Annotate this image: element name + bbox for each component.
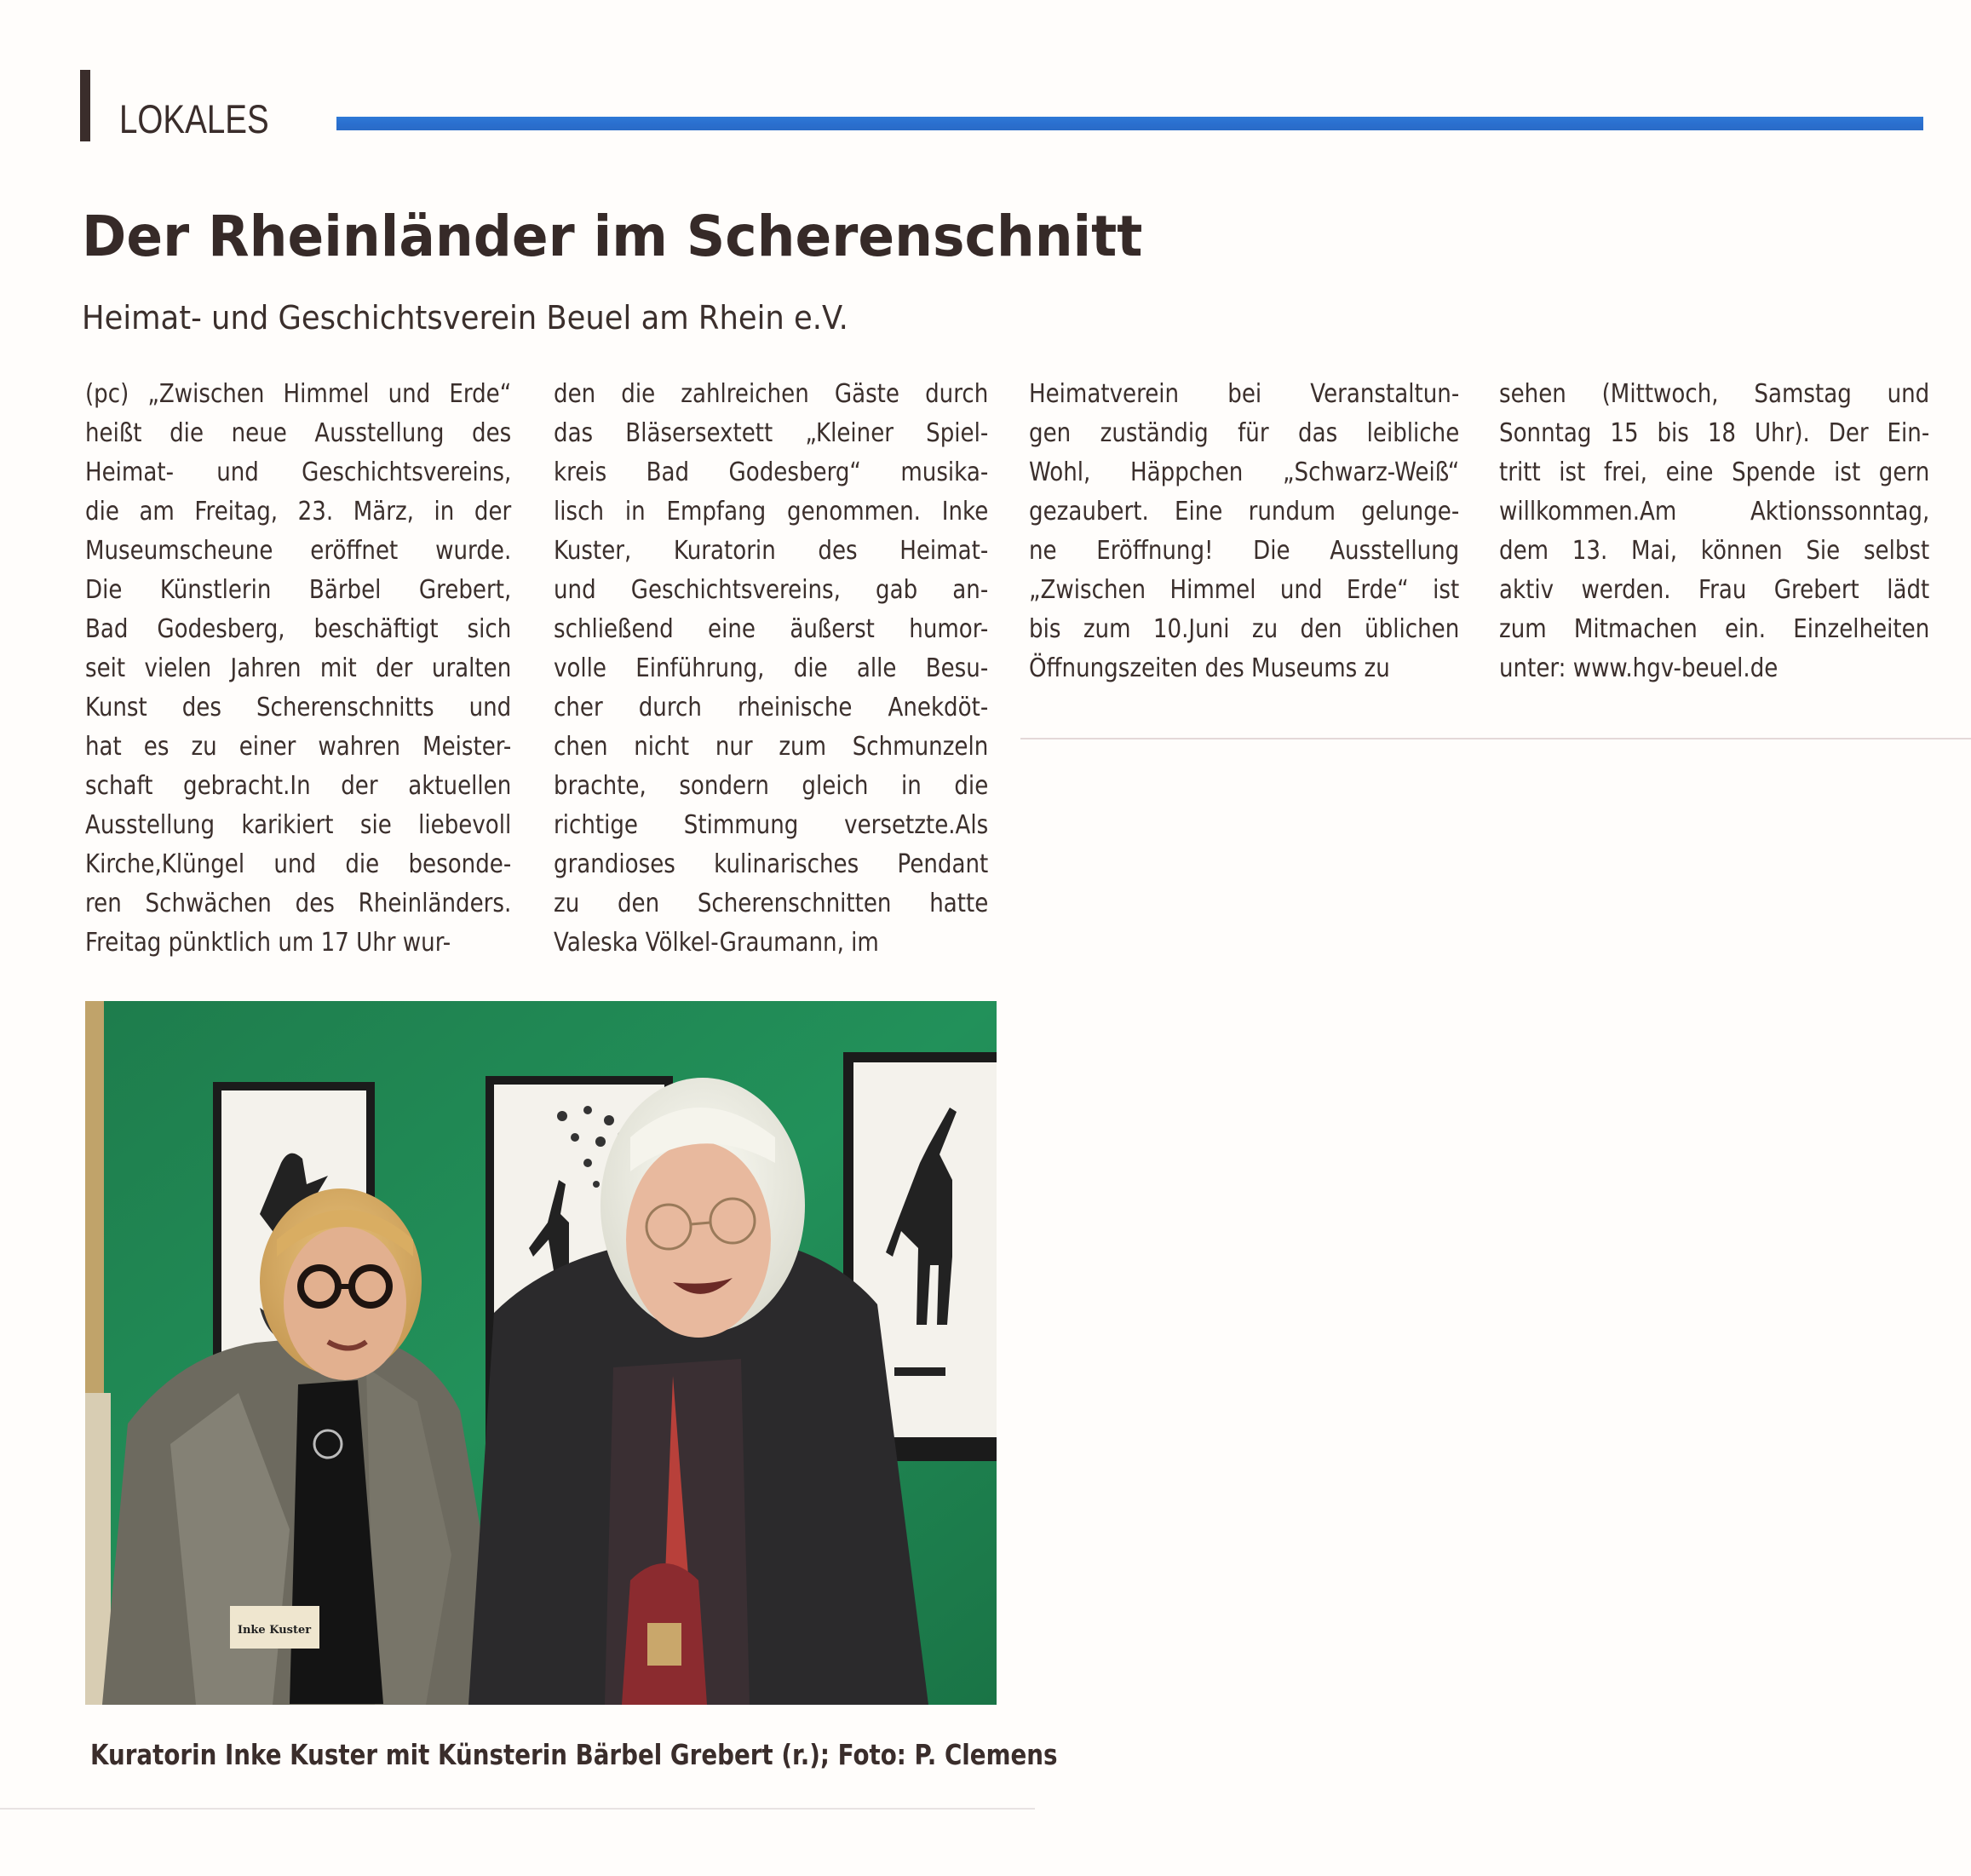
article-text-line: hat es zu einer wahren Meister- (85, 732, 512, 762)
article-text-line: gen zuständig für das leibliche (1029, 418, 1460, 448)
article-text-line: tritt ist frei, eine Spende ist gern (1499, 457, 1930, 487)
article-text-line: das Bläsersextett „Kleiner Spiel- (554, 418, 989, 448)
article-text-line: „Zwischen Himmel und Erde“ ist (1029, 575, 1460, 605)
article-text-line: Valeska Völkel-Graumann, im (554, 928, 879, 958)
article-text-line: bis zum 10.Juni zu den üblichen (1029, 614, 1460, 644)
article-text-line: dem 13. Mai, können Sie selbst (1499, 536, 1930, 566)
article-text-line: richtige Stimmung versetzte.Als (554, 810, 989, 840)
article-text-line: seit vielen Jahren mit der uralten (85, 653, 512, 683)
column-divider-rule (1020, 738, 1971, 739)
article-text-line: Kunst des Scherenschnitts und (85, 693, 512, 722)
article-text-line: (pc) „Zwischen Himmel und Erde“ (85, 379, 512, 409)
article-text-line: Kirche,Klüngel und die besonde- (85, 849, 512, 879)
article-text-line: Bad Godesberg, beschäftigt sich (85, 614, 512, 644)
section-accent-bar (336, 117, 1923, 130)
article-text-line: Die Künstlerin Bärbel Grebert, (85, 575, 512, 605)
photo-caption: Kuratorin Inke Kuster mit Künsterin Bärbel Grebert (r.); Foto: P. Clemens (90, 1738, 1058, 1771)
article-text-line: schaft gebracht.In der aktuellen (85, 771, 512, 801)
article-text-line: willkommen.Am Aktionssonntag, (1499, 497, 1930, 527)
article-text-line: chen nicht nur zum Schmunzeln (554, 732, 989, 762)
article-text-line: sehen (Mittwoch, Samstag und (1499, 379, 1930, 409)
article-text-line: Ausstellung karikiert sie liebevoll (85, 810, 512, 840)
article-text-line: Heimatverein bei Veranstaltun- (1029, 379, 1460, 409)
article-text-line: aktiv werden. Frau Grebert lädt (1499, 575, 1930, 605)
article-text-line: cher durch rheinische Anekdöt- (554, 693, 989, 722)
article-text-line: zu den Scherenschnitten hatte (554, 889, 989, 918)
article-column-2 (554, 375, 988, 963)
article-text-line: ne Eröffnung! Die Ausstellung (1029, 536, 1460, 566)
article-column-3 (1029, 375, 1459, 688)
photo-illustration (85, 1001, 997, 1705)
article-text-line: die am Freitag, 23. März, in der (85, 497, 512, 527)
article-column-1 (85, 375, 511, 963)
section-marker (80, 70, 90, 141)
article-text-line: kreis Bad Godesberg“ musika- (554, 457, 989, 487)
article-text-line: Freitag pünktlich um 17 Uhr wur- (85, 928, 451, 958)
article-text-line: gezaubert. Eine rundum gelunge- (1029, 497, 1460, 527)
article-subheadline: Heimat- und Geschichtsverein Beuel am Rhein e.V. (82, 299, 848, 337)
article-photo (85, 1001, 997, 1705)
article-text-line: den die zahlreichen Gäste durch (554, 379, 989, 409)
article-text-line: Museumscheune eröffnet wurde. (85, 536, 512, 566)
article-text-line: heißt die neue Ausstellung des (85, 418, 512, 448)
article-text-line: unter: www.hgv-beuel.de (1499, 653, 1778, 683)
section-label: LOKALES (119, 96, 269, 141)
article-text-line: Kuster, Kuratorin des Heimat- (554, 536, 989, 566)
article-text-line: Heimat- und Geschichtsvereins, (85, 457, 512, 487)
article-text-line: zum Mitmachen ein. Einzelheiten (1499, 614, 1930, 644)
name-badge-text: Inke Kuster (237, 1624, 312, 1637)
article-text-line: volle Einführung, die alle Besu- (554, 653, 989, 683)
article-text-line: ren Schwächen des Rheinländers. (85, 889, 512, 918)
article-text-line: grandioses kulinarisches Pendant (554, 849, 989, 879)
article-text-line: lisch in Empfang genommen. Inke (554, 497, 989, 527)
article-text-line: und Geschichtsvereins, gab an- (554, 575, 989, 605)
article-text-line: Sonntag 15 bis 18 Uhr). Der Ein- (1499, 418, 1930, 448)
article-column-4 (1499, 375, 1929, 688)
article-text-line: schließend eine äußerst humor- (554, 614, 989, 644)
bottom-rule (0, 1808, 1035, 1810)
article-text-line: Wohl, Häppchen „Schwarz-Weiß“ (1029, 457, 1460, 487)
article-text-line: brachte, sondern gleich in die (554, 771, 989, 801)
article-text-line: Öffnungszeiten des Museums zu (1029, 653, 1390, 683)
article-headline: Der Rheinländer im Scherenschnitt (82, 204, 1143, 269)
